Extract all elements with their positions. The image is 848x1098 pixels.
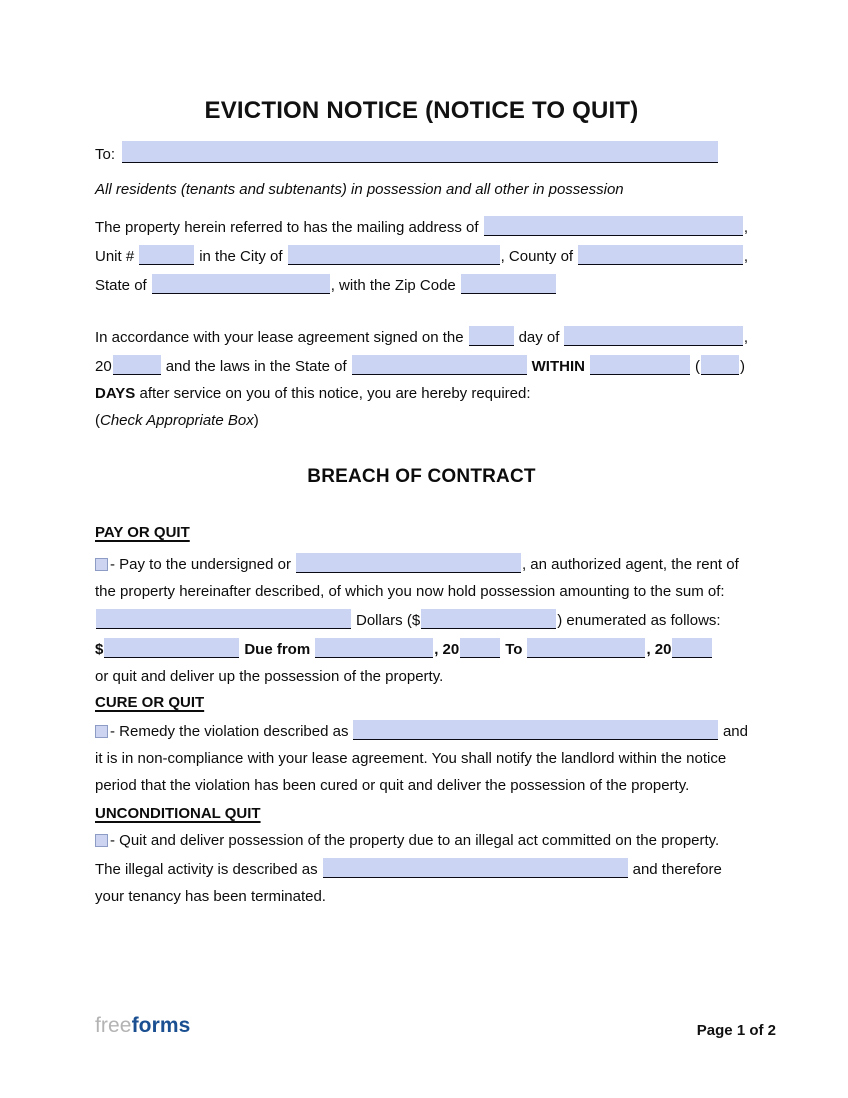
lease-line-2	[95, 351, 810, 380]
payee-name-field[interactable]	[296, 553, 521, 573]
state-field[interactable]	[152, 274, 330, 294]
cure-or-quit-heading: CURE OR QUIT	[95, 694, 205, 711]
text-segment: - Pay to the undersigned or	[110, 556, 291, 573]
lease-line-3	[95, 380, 748, 407]
uncond-line-2	[95, 854, 748, 883]
cure-line-3	[95, 772, 748, 799]
due-to-date-field[interactable]	[527, 638, 645, 658]
unit-number-field[interactable]	[139, 245, 194, 265]
within-period-field[interactable]	[590, 355, 690, 375]
text-segment: and the laws in the State of	[165, 358, 347, 375]
text-segment: - Remedy the violation described as	[110, 723, 349, 740]
text-segment: , 20	[434, 641, 460, 658]
property-line-3	[95, 270, 748, 299]
breach-of-contract-heading: BREACH OF CONTRACT	[307, 466, 536, 487]
property-line-1	[95, 212, 748, 241]
zip-code-field[interactable]	[461, 274, 556, 294]
to-row	[95, 137, 748, 162]
text-segment: State of	[95, 277, 147, 294]
pay-line-3	[95, 605, 748, 634]
unconditional-quit-heading: UNCONDITIONAL QUIT	[95, 805, 261, 822]
amount-words-field[interactable]	[96, 609, 351, 629]
text-segment: - Quit and deliver possession of the property due to an illegal act committed on the property.	[110, 832, 720, 849]
subtitle: All residents (tenants and subtenants) in possession and all other in possession	[95, 181, 624, 198]
text-segment: Due from	[244, 641, 311, 658]
text-segment: In accordance with your lease agreement signed on the	[95, 329, 464, 346]
pay-or-quit-section	[95, 522, 748, 690]
violation-description-field[interactable]	[353, 720, 718, 740]
text-segment: the property hereinafter described, of which you now hold possession amounting to the sum of:	[95, 583, 725, 600]
freeforms-logo	[95, 1014, 190, 1038]
due-from-date-field[interactable]	[315, 638, 433, 658]
lease-line-1	[95, 322, 748, 351]
text-segment: To	[505, 641, 523, 658]
page-number: Page 1 of 2	[696, 1022, 776, 1039]
text-segment: Dollars ($	[356, 612, 421, 629]
check-box-note	[95, 407, 748, 434]
text-segment: ,	[743, 329, 748, 346]
text-segment: after service on you of this notice, you are hereby required:	[135, 385, 531, 402]
pay-line-1	[95, 549, 748, 578]
mailing-address-field[interactable]	[484, 216, 743, 236]
text-segment: , 20	[646, 641, 672, 658]
cure-line-1	[95, 716, 748, 745]
text-segment: The property herein referred to has the mailing address of	[95, 219, 479, 236]
text-segment: ,	[743, 248, 748, 265]
cure-or-quit-checkbox[interactable]	[95, 725, 108, 738]
text-segment: (	[694, 358, 700, 375]
amount-due-field[interactable]	[104, 638, 239, 658]
uncond-line-3	[95, 883, 748, 910]
laws-state-field[interactable]	[352, 355, 527, 375]
text-segment: (	[95, 412, 100, 429]
pay-or-quit-checkbox[interactable]	[95, 558, 108, 571]
to-field[interactable]	[122, 141, 718, 163]
cure-line-2	[95, 745, 748, 772]
text-segment: and therefore	[632, 861, 722, 878]
lease-day-field[interactable]	[469, 326, 514, 346]
text-segment: day of	[518, 329, 560, 346]
pay-line-2	[95, 578, 748, 605]
text-segment: )	[739, 358, 745, 375]
illegal-activity-field[interactable]	[323, 858, 628, 878]
page-title: EVICTION NOTICE (NOTICE TO QUIT)	[204, 97, 639, 124]
cure-or-quit-section	[95, 692, 748, 799]
text-segment: period that the violation has been cured or quit and deliver the possession of the property.	[95, 777, 690, 794]
text-segment: The illegal activity is described as	[95, 861, 318, 878]
text-segment: ) enumerated as follows:	[557, 612, 721, 629]
text-segment: in the City of	[199, 248, 283, 265]
text-segment: ,	[743, 219, 748, 236]
text-segment: )	[253, 412, 259, 429]
within-label: WITHIN	[531, 358, 585, 375]
text-segment: and	[722, 723, 748, 740]
pay-or-quit-heading: PAY OR QUIT	[95, 524, 190, 541]
property-line-2	[95, 241, 748, 270]
property-paragraph	[95, 212, 748, 299]
due-to-year-field[interactable]	[672, 638, 712, 658]
text-segment: or quit and deliver up the possession of the property.	[95, 668, 444, 685]
text-segment: , with the Zip Code	[330, 277, 456, 294]
unconditional-quit-checkbox[interactable]	[95, 834, 108, 847]
lease-month-field[interactable]	[564, 326, 742, 346]
text-segment: your tenancy has been terminated.	[95, 888, 326, 905]
text-segment: , an authorized agent, the rent of	[521, 556, 739, 573]
city-field[interactable]	[288, 245, 500, 265]
text-segment: 20	[95, 358, 112, 375]
due-from-year-field[interactable]	[460, 638, 500, 658]
days-label: DAYS	[95, 385, 136, 402]
pay-line-4	[95, 634, 748, 663]
logo-forms-text: forms	[131, 1014, 191, 1037]
logo-free-text: free	[95, 1014, 132, 1037]
to-label: To:	[95, 146, 116, 163]
county-field[interactable]	[578, 245, 743, 265]
text-segment: it is in non-compliance with your lease agreement. You shall notify the landlord within the notice	[95, 750, 727, 767]
text-segment: Unit #	[95, 248, 135, 265]
text-segment: , County of	[500, 248, 574, 265]
lease-year-field[interactable]	[113, 355, 161, 375]
dollar-sign: $	[95, 641, 104, 658]
within-days-field[interactable]	[701, 355, 739, 375]
pay-line-5	[95, 663, 748, 690]
uncond-line-1	[95, 827, 748, 854]
lease-paragraph	[95, 322, 748, 434]
unconditional-quit-section	[95, 803, 748, 910]
check-note-text: Check Appropriate Box	[100, 412, 254, 429]
amount-numeric-field[interactable]	[421, 609, 556, 629]
